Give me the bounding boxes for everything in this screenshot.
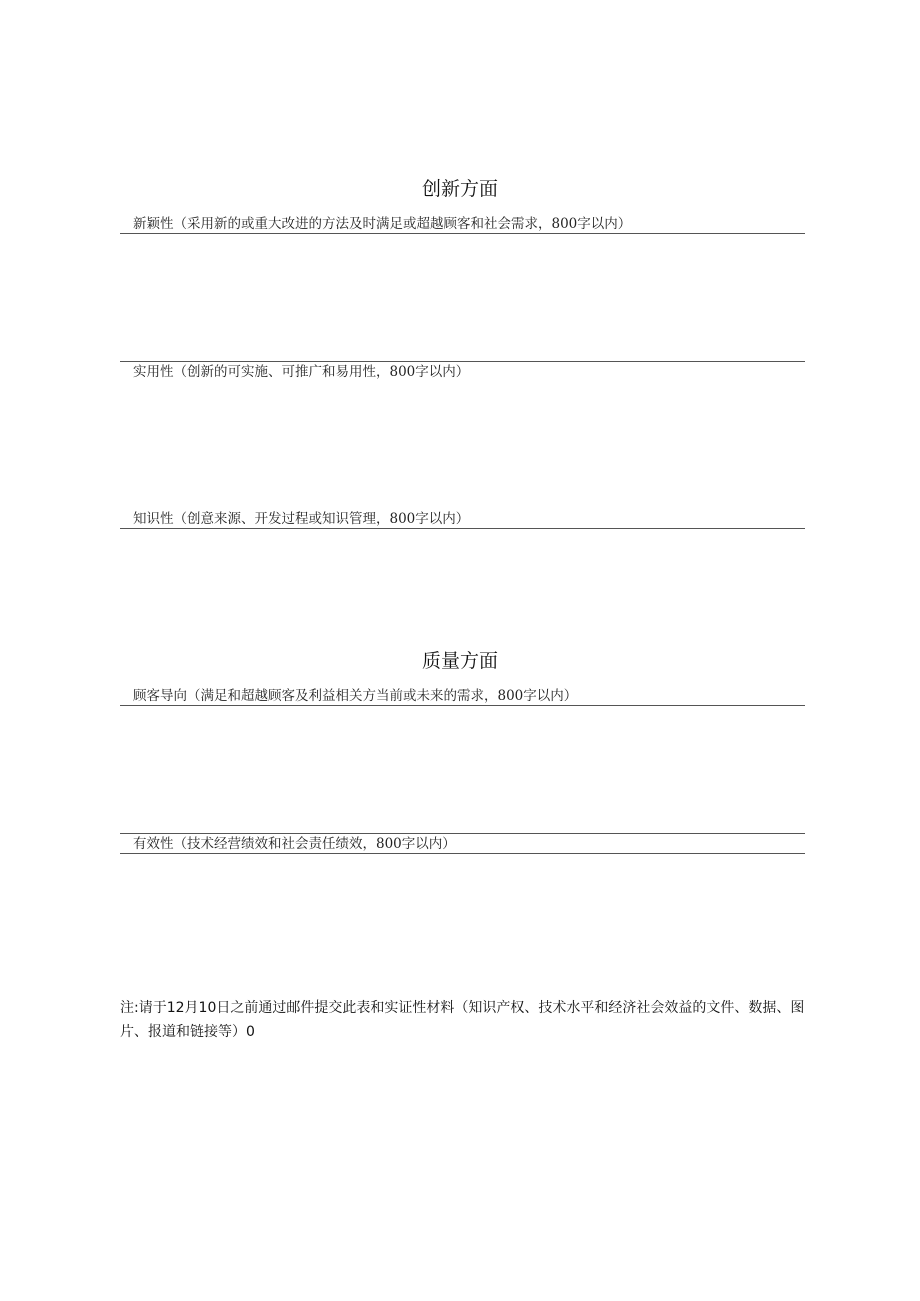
effectiveness-label: 有效性（技术经营绩效和社会责任绩效，800字以内） bbox=[133, 836, 456, 852]
novelty-answer-area[interactable] bbox=[120, 234, 805, 360]
knowledge-label: 知识性（创意来源、开发过程或知识管理，800字以内） bbox=[133, 511, 470, 527]
customer-orientation-answer-area[interactable] bbox=[120, 706, 805, 832]
practicality-label: 实用性（创新的可实施、可推广和易用性，800字以内） bbox=[133, 364, 470, 380]
knowledge-answer-area[interactable] bbox=[120, 529, 805, 639]
submission-note: 注:请于12月10日之前通过邮件提交此表和实证性材料（知识产权、技术水平和经济社会效益的文件、数据、图片、报道和链接等）0 bbox=[120, 1000, 805, 1040]
novelty-label: 新颖性（采用新的或重大改进的方法及时满足或超越顾客和社会需求，800字以内） bbox=[133, 216, 632, 232]
effectiveness-answer-area[interactable] bbox=[120, 854, 805, 974]
practicality-topline bbox=[120, 361, 805, 362]
innovation-heading: 创新方面 bbox=[421, 178, 498, 200]
customer-orientation-label: 顾客导向（满足和超越顾客及利益相关方当前或未来的需求，800字以内） bbox=[133, 688, 578, 704]
effectiveness-topline bbox=[120, 833, 805, 834]
practicality-answer-area[interactable] bbox=[120, 382, 805, 510]
quality-heading: 质量方面 bbox=[421, 650, 498, 672]
